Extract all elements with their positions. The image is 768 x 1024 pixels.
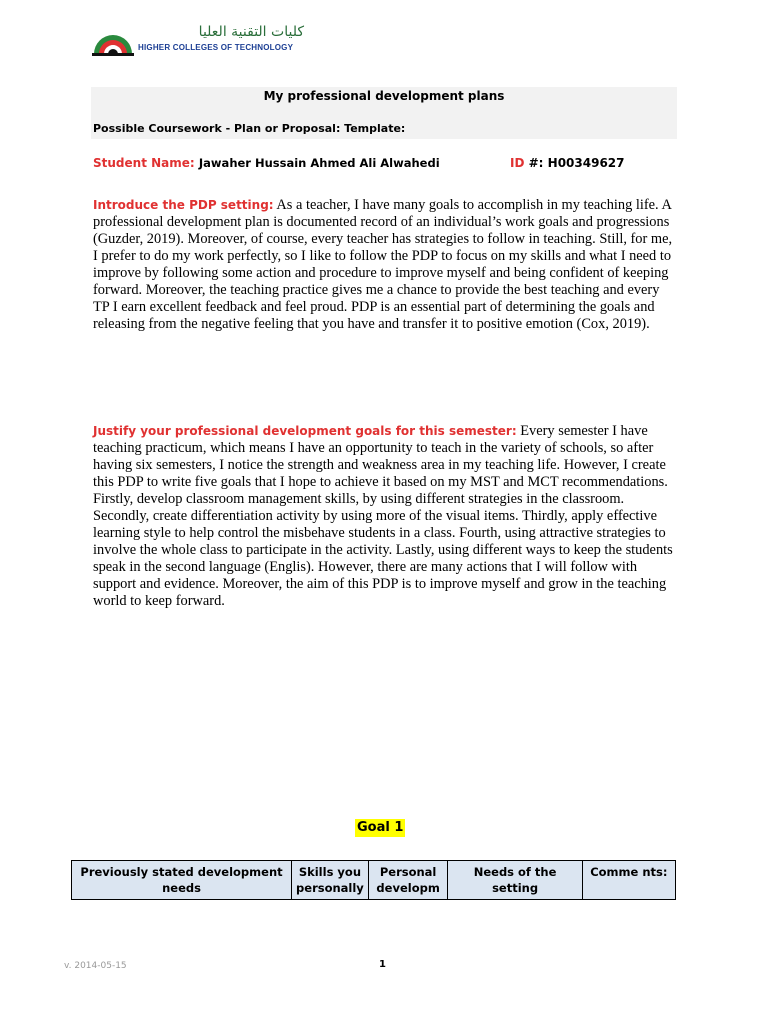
- pdp-setting-paragraph: [93, 197, 673, 333]
- student-id: [510, 156, 625, 170]
- hct-emblem-icon: [92, 24, 134, 56]
- hct-logo: [92, 24, 312, 56]
- student-name-label: Student Name:: [93, 156, 195, 170]
- goals-justification-heading: Justify your professional development goals for this semester:: [93, 424, 517, 438]
- student-id-value: #: H00349627: [528, 156, 625, 170]
- student-info: [93, 156, 683, 170]
- goal-table: [71, 860, 676, 900]
- logo-english-text: HIGHER COLLEGES OF TECHNOLOGY: [138, 43, 294, 52]
- column-header: Previously stated development needs: [72, 861, 292, 900]
- column-header: Personal developm: [368, 861, 448, 900]
- page-title: My professional development plans: [263, 89, 505, 103]
- goals-justification-paragraph: [93, 423, 673, 610]
- column-header: Comme nts:: [582, 861, 675, 900]
- student-name-value: Jawaher Hussain Ahmed Ali Alwahedi: [198, 156, 440, 170]
- goal-heading: Goal 1: [357, 820, 404, 835]
- column-header: Needs of the setting: [448, 861, 582, 900]
- template-line: Possible Coursework - Plan or Proposal: Template:: [93, 122, 406, 135]
- goals-justification-body: Every semester I have teaching practicum, which means I have an opportunity to teach in the variety of schools, so after having six semesters, I notice the strength and weakness area in my teaching life. However, I create this PDP to write five goals that I hope to achieve it based on my MST and MCT recommendations. Firstly, develop classroom management skills, by using different strategies in the classroom. Secondly, create differentiation activity by using more of the visual items. Thirdly, apply effective learning style to help control the misbehave students in a class. Fourth, using attractive strategies to involve the whole class to participate in the activity. Lastly, using different ways to keep the students speak in the second language (Englis). However, there are many actions that I will follow with support and evidence. Moreover, the aim of this PDP is to improve myself and grow in the teaching world to keep forward.: [93, 423, 673, 609]
- logo-arabic-text: كليات التقنية العليا: [198, 24, 304, 40]
- page-number: 1: [379, 959, 386, 970]
- pdp-setting-body: As a teacher, I have many goals to accomplish in my teaching life. A professional development plan is documented record of an individual’s work goals and progressions (Guzder, 2019). Moreover, of course, every teacher has strategies to follow in teaching. Still, for me, I prefer to do my work perfectly, so I like to follow the PDP to focus on my skills and what I need to improve by following some action and procedure to improve myself and being confident of keeping forward. Moreover, the teaching practice gives me a chance to provide the best teaching and every TP I earn excellent feedback and feel proud. PDP is an essential part of determining the goals and releasing from the negative feeling that you have and transfer it to positive emotion (Cox, 2019).: [93, 197, 673, 332]
- column-header: Skills you personally: [292, 861, 369, 900]
- footer-version: v. 2014-05-15: [64, 961, 127, 971]
- table-header-row: [72, 861, 676, 900]
- pdp-setting-heading: Introduce the PDP setting:: [93, 198, 274, 212]
- student-id-label: ID: [510, 156, 525, 170]
